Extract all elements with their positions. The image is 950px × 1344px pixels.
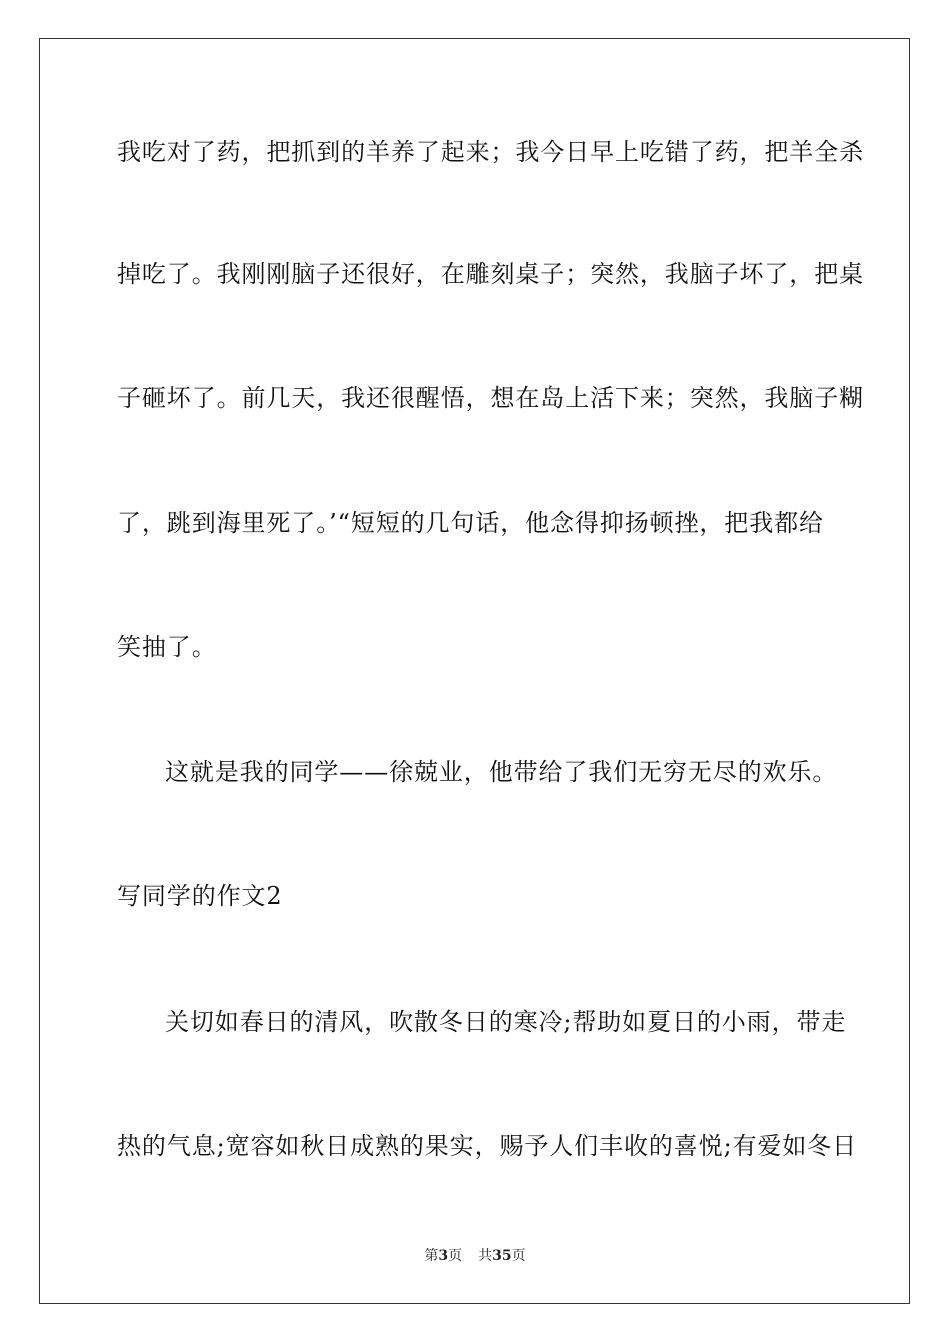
page-footer <box>0 1247 950 1265</box>
section-heading: 写同学的作文2 <box>117 882 283 910</box>
footer-page-suffix: 页 <box>448 1248 463 1264</box>
text-line-2: 掉吃了。我刚刚脑子还很好，在雕刻桌子；突然，我脑子坏了，把桌 <box>117 260 864 288</box>
page-border <box>39 38 910 1304</box>
footer-total-suffix: 页 <box>511 1248 526 1264</box>
text-line-9: 热的气息;宽容如秋日成熟的果实，赐予人们丰收的喜悦;有爱如冬日 <box>117 1132 858 1160</box>
paragraph-closing-line: 这就是我的同学——徐兢业，他带给了我们无穷无尽的欢乐。 <box>165 758 838 786</box>
footer-page-number: 3 <box>438 1248 449 1264</box>
footer-total-pages: 35 <box>492 1248 512 1264</box>
footer-total-prefix: 共 <box>478 1248 493 1264</box>
text-line-3: 子砸坏了。前几天，我还很醒悟，想在岛上活下来；突然，我脑子糊 <box>117 384 864 412</box>
text-line-1: 我吃对了药，把抓到的羊养了起来；我今日早上吃错了药，把羊全杀 <box>117 138 864 166</box>
footer-page-prefix: 第 <box>424 1248 439 1264</box>
text-line-8: 关切如春日的清风，吹散冬日的寒冷;帮助如夏日的小雨，带走 <box>165 1008 847 1036</box>
text-line-4: 了，跳到海里死了。’“短短的几句话，他念得抑扬顿挫，把我都给 <box>117 509 824 537</box>
text-line-5: 笑抽了。 <box>117 633 217 661</box>
